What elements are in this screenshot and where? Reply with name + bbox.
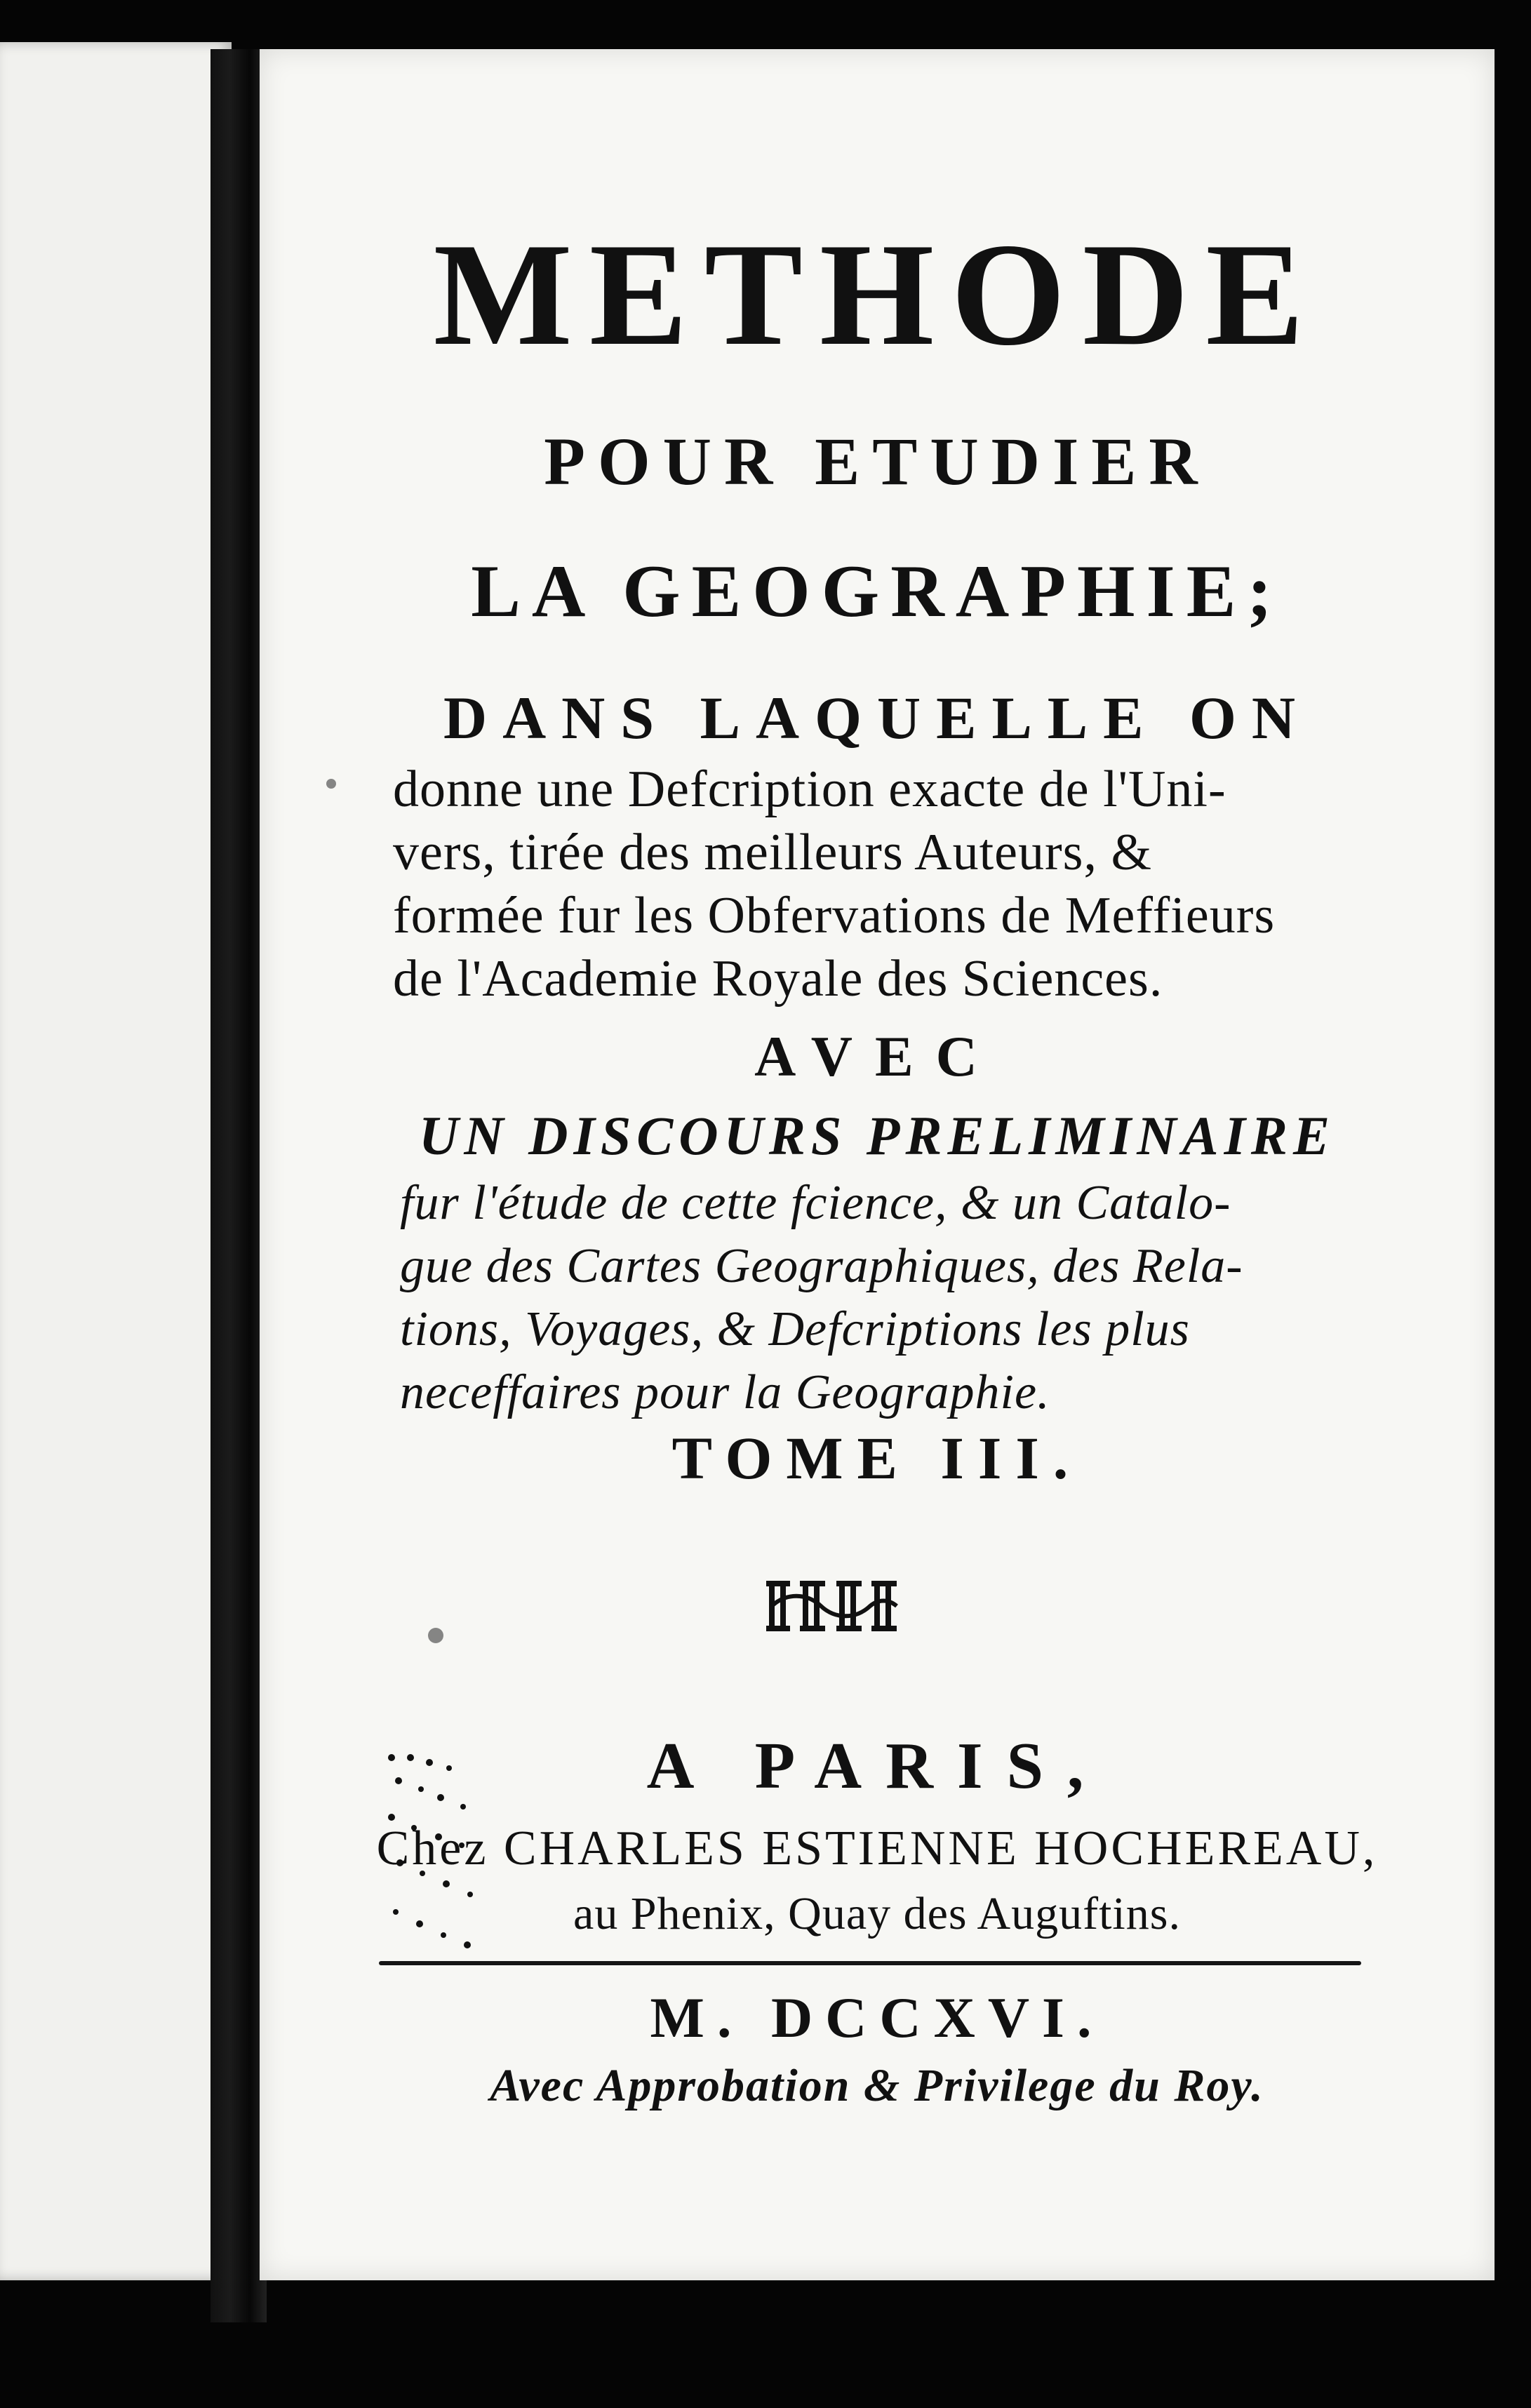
discourse-line-3: tions, Voyages, & Defcriptions les plus xyxy=(400,1302,1190,1356)
title-page xyxy=(260,49,1495,2280)
description-text xyxy=(393,758,1361,1010)
description-heading: DANS LAQUELLE ON xyxy=(443,684,1311,751)
horizontal-rule xyxy=(379,1961,1361,1965)
publication-year: M. DCCXVI. xyxy=(650,1986,1104,2049)
imprint-place: A PARIS, xyxy=(646,1730,1108,1802)
ink-speck xyxy=(326,779,336,789)
left-blank-page xyxy=(0,42,232,2280)
privilege-line: Avec Approbation & Privilege du Roy. xyxy=(490,2060,1264,2111)
discourse-line-1: fur l'étude de cette fcience, & un Catalo- xyxy=(400,1176,1231,1230)
printer-name: Chez CHARLES ESTIENNE HOCHEREAU, xyxy=(376,1821,1378,1875)
discourse-line-2: gue des Cartes Geographiques, des Rela- xyxy=(400,1239,1243,1293)
volume-label: TOME III. xyxy=(671,1424,1083,1492)
description-line-4: de l'Academie Royale des Sciences. xyxy=(393,950,1163,1008)
discourse-heading: UN DISCOURS PRELIMINAIRE xyxy=(419,1105,1335,1166)
ink-speck xyxy=(428,1628,443,1643)
page-title: METHODE xyxy=(433,213,1321,376)
subtitle-line-1: POUR ETUDIER xyxy=(544,424,1210,499)
avec-heading: AVEC xyxy=(754,1024,1000,1088)
description-line-1: donne une Defcription exacte de l'Uni- xyxy=(393,761,1226,818)
book-gutter xyxy=(210,49,267,2322)
printer-ornament-icon xyxy=(758,1575,905,1638)
subtitle-line-2: LA GEOGRAPHIE; xyxy=(471,550,1283,632)
description-line-3: formée fur les Obfervations de Meffieurs xyxy=(393,887,1276,944)
description-line-2: vers, tirée des meilleurs Auteurs, & xyxy=(393,824,1153,881)
discourse-line-4: neceffaires pour la Geographie. xyxy=(400,1365,1050,1419)
printer-address: au Phenix, Quay des Auguftins. xyxy=(573,1888,1181,1939)
discourse-text xyxy=(400,1172,1361,1424)
